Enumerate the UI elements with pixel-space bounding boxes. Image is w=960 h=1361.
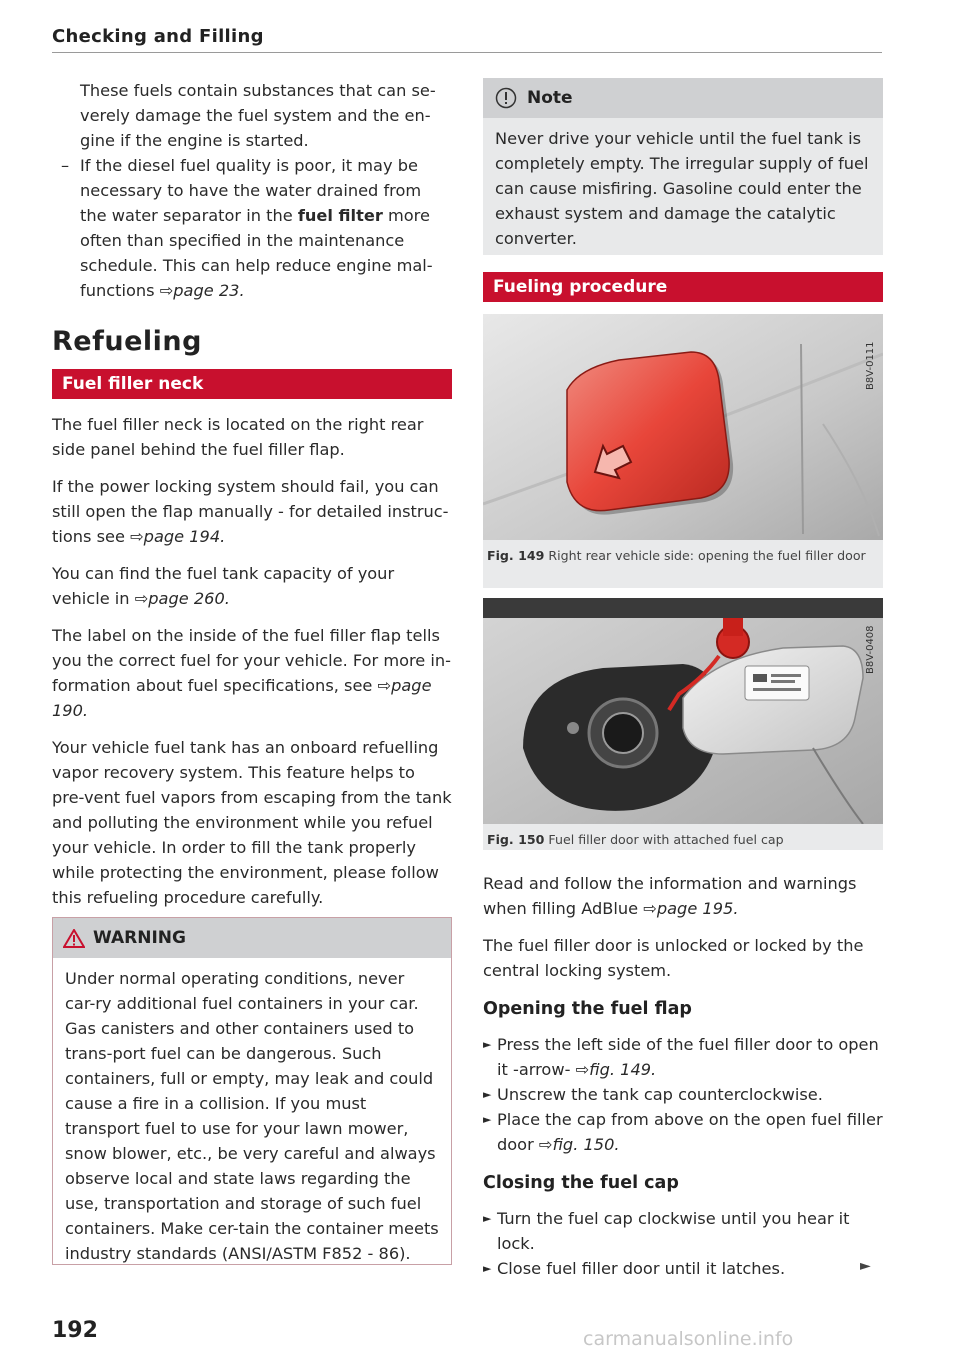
step-marker-icon: ► [483, 1088, 492, 1101]
diesel-bullet: – If the diesel fuel quality is poor, it may be necessary to have the water drained from the water separator in the fuel filter more often than specified in the maintenance schedule. This can help reduce engine mal-functions ⇨page 23. [52, 153, 452, 303]
paragraph: The fuel filler door is unlocked or locked by the central locking system. [483, 936, 864, 980]
section-heading: Refueling [52, 326, 202, 357]
paragraph: Read and follow the information and warnings when filling AdBlue ⇨page 195. [483, 874, 857, 918]
step-marker-icon: ► [483, 1113, 492, 1126]
warning-title: WARNING [93, 928, 186, 948]
figure-caption: Fig. 150 Fuel filler door with attached fuel cap [487, 832, 784, 847]
figure-149 [483, 314, 883, 588]
step-item: ► Turn the fuel cap clockwise until you hear it lock. [483, 1206, 883, 1256]
paragraph: You can find the fuel tank capacity of your vehicle in ⇨page 260. [52, 564, 395, 608]
right-column-body [483, 871, 883, 1281]
note-title: Note [527, 88, 573, 108]
page-ref-link[interactable]: ⇨page 194. [130, 527, 226, 546]
left-column-body [52, 412, 452, 922]
procedure-bar: Fueling procedure [483, 272, 883, 302]
page-ref-link[interactable]: ⇨page 190. [52, 676, 432, 720]
note-box [483, 78, 883, 255]
step-item: ► Place the cap from above on the open fuel filler door ⇨fig. 150. [483, 1107, 883, 1157]
warning-box [52, 917, 452, 1265]
note-header [483, 78, 883, 118]
step-item: ► Close fuel filler door until it latches. [483, 1256, 883, 1281]
paragraph: The label on the inside of the fuel filler flap tells you the correct fuel for your vehicle. For more in-formation about fuel specifications, see ⇨page 190. [52, 626, 451, 720]
header-divider [52, 52, 882, 53]
continue-arrow-icon: ► [860, 1258, 871, 1274]
fuel-filter-term: fuel filter [297, 206, 383, 225]
fuel-door-open-image [483, 598, 883, 824]
step-marker-icon: ► [483, 1262, 492, 1275]
step-marker-icon: ► [483, 1212, 492, 1225]
page-ref-link[interactable]: ⇨page 260. [134, 589, 230, 608]
warning-body: Under normal operating conditions, never car-ry additional fuel containers in your car. Gas canisters and other containers used to trans-port fuel can be dangerous. Such containers, full or empty, may leak and could cause a fire in a collision. If you must transport fuel to use for your lawn mower, snow blower, etc., be very careful and always observe local and state laws regarding the use, transportation and storage of such fuel containers. Make cer-tain the container meets industry standards (ANSI/ASTM F852 - 86). [65, 969, 439, 1263]
left-column-top [52, 78, 452, 315]
warning-triangle-icon [63, 929, 85, 948]
paragraph: Your vehicle fuel tank has an onboard refuelling vapor recovery system. This feature helps to pre-vent fuel vapors from escaping from the tank and polluting the environment while you refuel your vehicle. In order to fill the tank properly while protecting the environment, please follow this refueling procedure carefully. [52, 738, 452, 907]
figure-code: B8V-0111 [865, 341, 876, 390]
warning-header [53, 918, 451, 958]
note-info-icon [495, 87, 517, 109]
figure-code: B8V-0408 [865, 625, 876, 674]
step-item: ► Unscrew the tank cap counterclockwise. [483, 1082, 883, 1107]
dash-marker: – [61, 156, 70, 175]
opening-heading: Opening the fuel flap [483, 999, 692, 1019]
paragraph: The fuel filler neck is located on the right rear side panel behind the fuel filler flap. [52, 415, 424, 459]
chapter-title: Checking and Filling [52, 26, 264, 47]
step-item: ► Press the left side of the fuel filler door to open it -arrow- ⇨fig. 149. [483, 1032, 883, 1082]
page-number: 192 [52, 1318, 98, 1343]
figure-caption: Fig. 149 Right rear vehicle side: opening the fuel filler door [487, 548, 866, 563]
page-ref-link[interactable]: ⇨page 23. [159, 281, 245, 300]
step-marker-icon: ► [483, 1038, 492, 1051]
closing-heading: Closing the fuel cap [483, 1173, 679, 1193]
figure-150 [483, 598, 883, 850]
intro-continuation: These fuels contain substances that can se-verely damage the fuel system and the en-gine if the engine is started. [80, 81, 436, 150]
figure-ref-link[interactable]: ⇨fig. 149. [575, 1060, 657, 1079]
figure-ref-link[interactable]: ⇨fig. 150. [538, 1135, 620, 1154]
note-body: Never drive your vehicle until the fuel tank is completely empty. The irregular supply of fuel can cause misfiring. Gasoline could enter the exhaust system and damage the catalytic converter. [495, 129, 869, 248]
watermark: carmanualsonline.info [583, 1328, 794, 1350]
paragraph: If the power locking system should fail, you can still open the flap manually - for detailed instruc-tions see ⇨page 194. [52, 477, 449, 546]
subsection-bar: Fuel filler neck [52, 369, 452, 399]
fuel-door-closed-image [483, 314, 883, 540]
page-ref-link[interactable]: ⇨page 195. [643, 899, 739, 918]
